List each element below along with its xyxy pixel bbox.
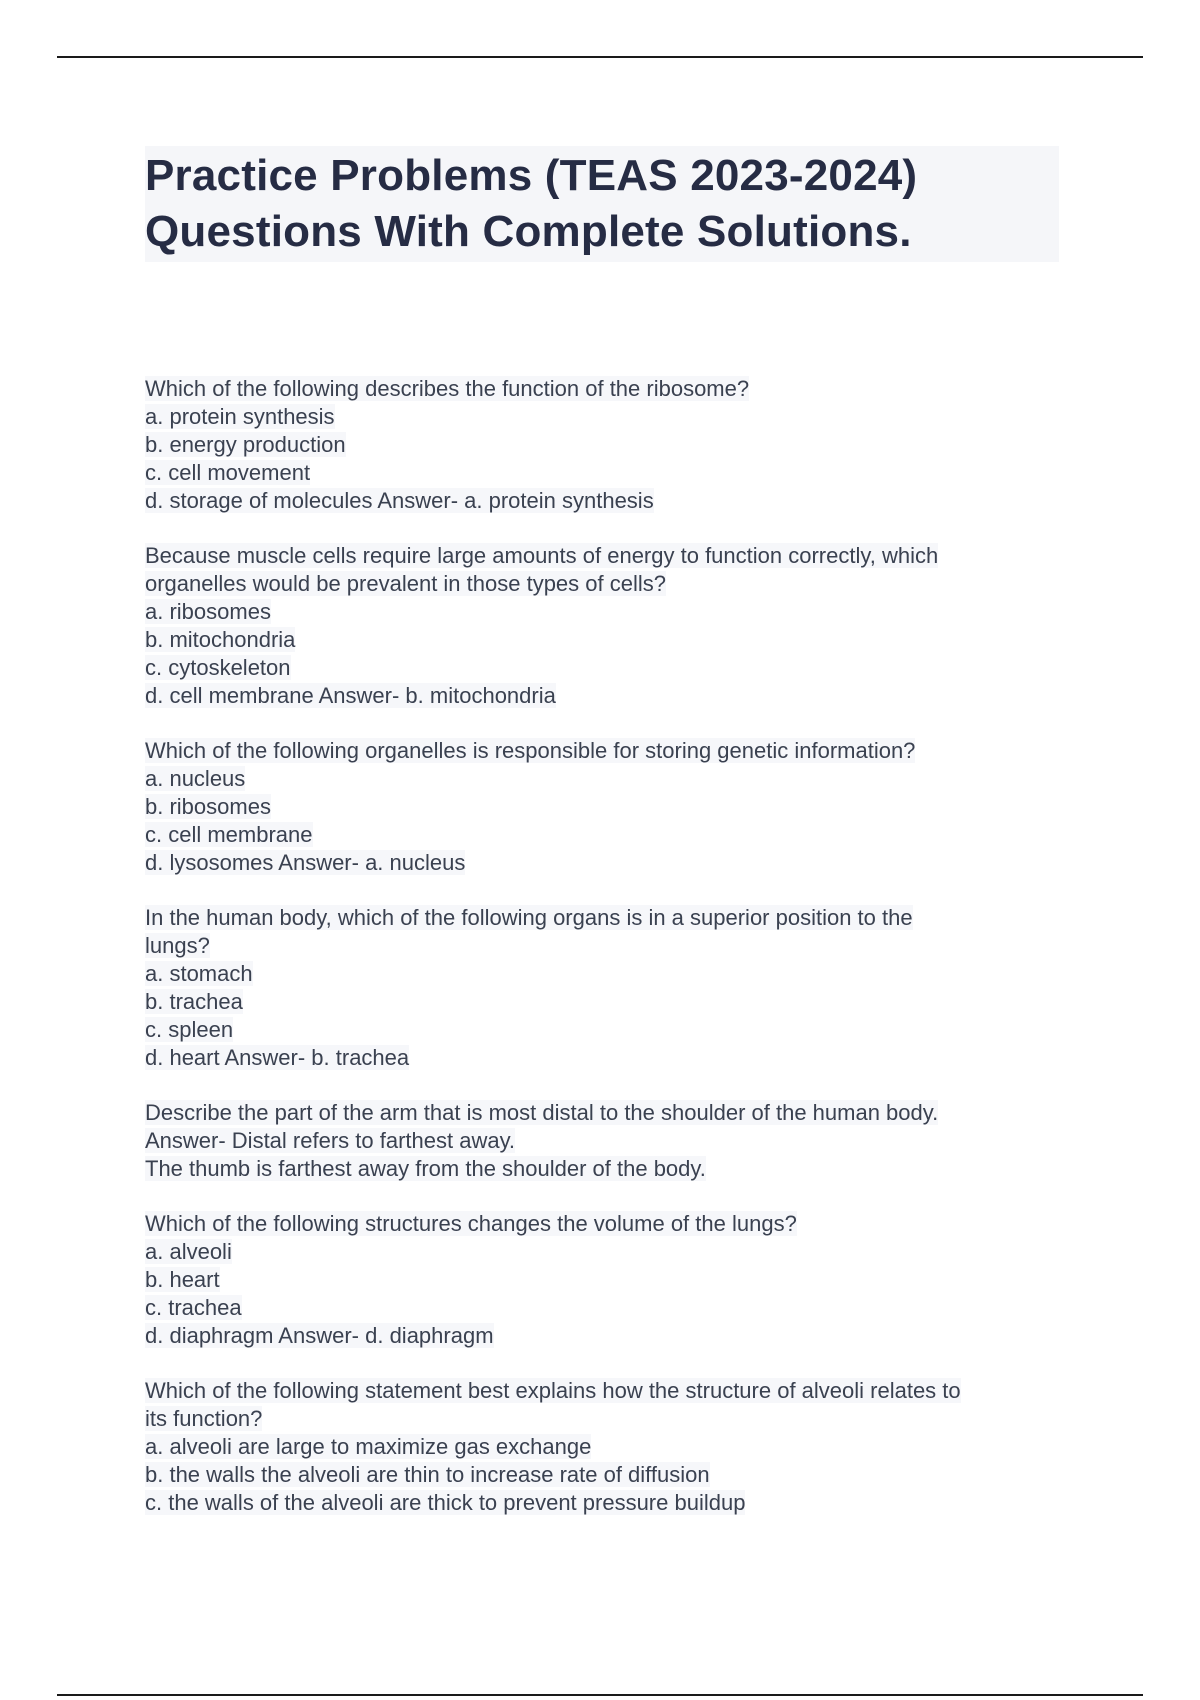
question-line: lungs? [145, 933, 210, 958]
document-page [145, 146, 1055, 1544]
question-block [145, 1099, 1055, 1183]
top-rule [57, 56, 1143, 58]
question-block [145, 542, 1055, 710]
question-line: Which of the following organelles is responsible for storing genetic information? [145, 738, 916, 763]
question-block [145, 1377, 1055, 1517]
question-line: Which of the following describes the function of the ribosome? [145, 376, 750, 401]
answer-option: a. alveoli are large to maximize gas exchange [145, 1434, 592, 1459]
question-line: Describe the part of the arm that is most distal to the shoulder of the human body. [145, 1100, 939, 1125]
question-line: its function? [145, 1406, 263, 1431]
answer-option: d. storage of molecules Answer- a. protein synthesis [145, 488, 654, 513]
answer-option: a. alveoli [145, 1239, 232, 1264]
answer-option: d. heart Answer- b. trachea [145, 1045, 410, 1070]
answer-option: b. mitochondria [145, 627, 296, 652]
answer-option: c. trachea [145, 1295, 242, 1320]
question-block [145, 375, 1055, 515]
question-list [145, 375, 1055, 1517]
title-line: Practice Problems (TEAS 2023-2024) [145, 151, 918, 200]
answer-line: Answer- Distal refers to farthest away. [145, 1128, 516, 1153]
answer-option: b. the walls the alveoli are thin to increase rate of diffusion [145, 1462, 710, 1487]
question-block [145, 1210, 1055, 1350]
question-line: Which of the following structures changes the volume of the lungs? [145, 1211, 797, 1236]
question-block [145, 737, 1055, 877]
answer-option: c. spleen [145, 1017, 234, 1042]
question-line: Which of the following statement best explains how the structure of alveoli relates to [145, 1378, 961, 1403]
answer-option: b. ribosomes [145, 794, 271, 819]
question-block [145, 904, 1055, 1072]
answer-option: b. energy production [145, 432, 346, 457]
question-line: organelles would be prevalent in those types of cells? [145, 571, 666, 596]
answer-line: The thumb is farthest away from the shoulder of the body. [145, 1156, 706, 1181]
answer-option: a. protein synthesis [145, 404, 335, 429]
answer-option: a. stomach [145, 961, 253, 986]
answer-option: c. cell membrane [145, 822, 313, 847]
answer-option: c. cell movement [145, 460, 311, 485]
answer-option: a. ribosomes [145, 599, 271, 624]
answer-option: a. nucleus [145, 766, 246, 791]
bottom-rule [57, 1694, 1143, 1696]
answer-option: d. cell membrane Answer- b. mitochondria [145, 683, 556, 708]
answer-option: d. lysosomes Answer- a. nucleus [145, 850, 466, 875]
answer-option: c. cytoskeleton [145, 655, 291, 680]
answer-option: b. trachea [145, 989, 243, 1014]
question-line: In the human body, which of the following organs is in a superior position to the [145, 905, 913, 930]
answer-option: c. the walls of the alveoli are thick to prevent pressure buildup [145, 1490, 746, 1515]
answer-option: b. heart [145, 1267, 220, 1292]
document-title [145, 146, 1059, 262]
title-line: Questions With Complete Solutions. [145, 207, 912, 256]
answer-option: d. diaphragm Answer- d. diaphragm [145, 1323, 494, 1348]
question-line: Because muscle cells require large amounts of energy to function correctly, which [145, 543, 939, 568]
